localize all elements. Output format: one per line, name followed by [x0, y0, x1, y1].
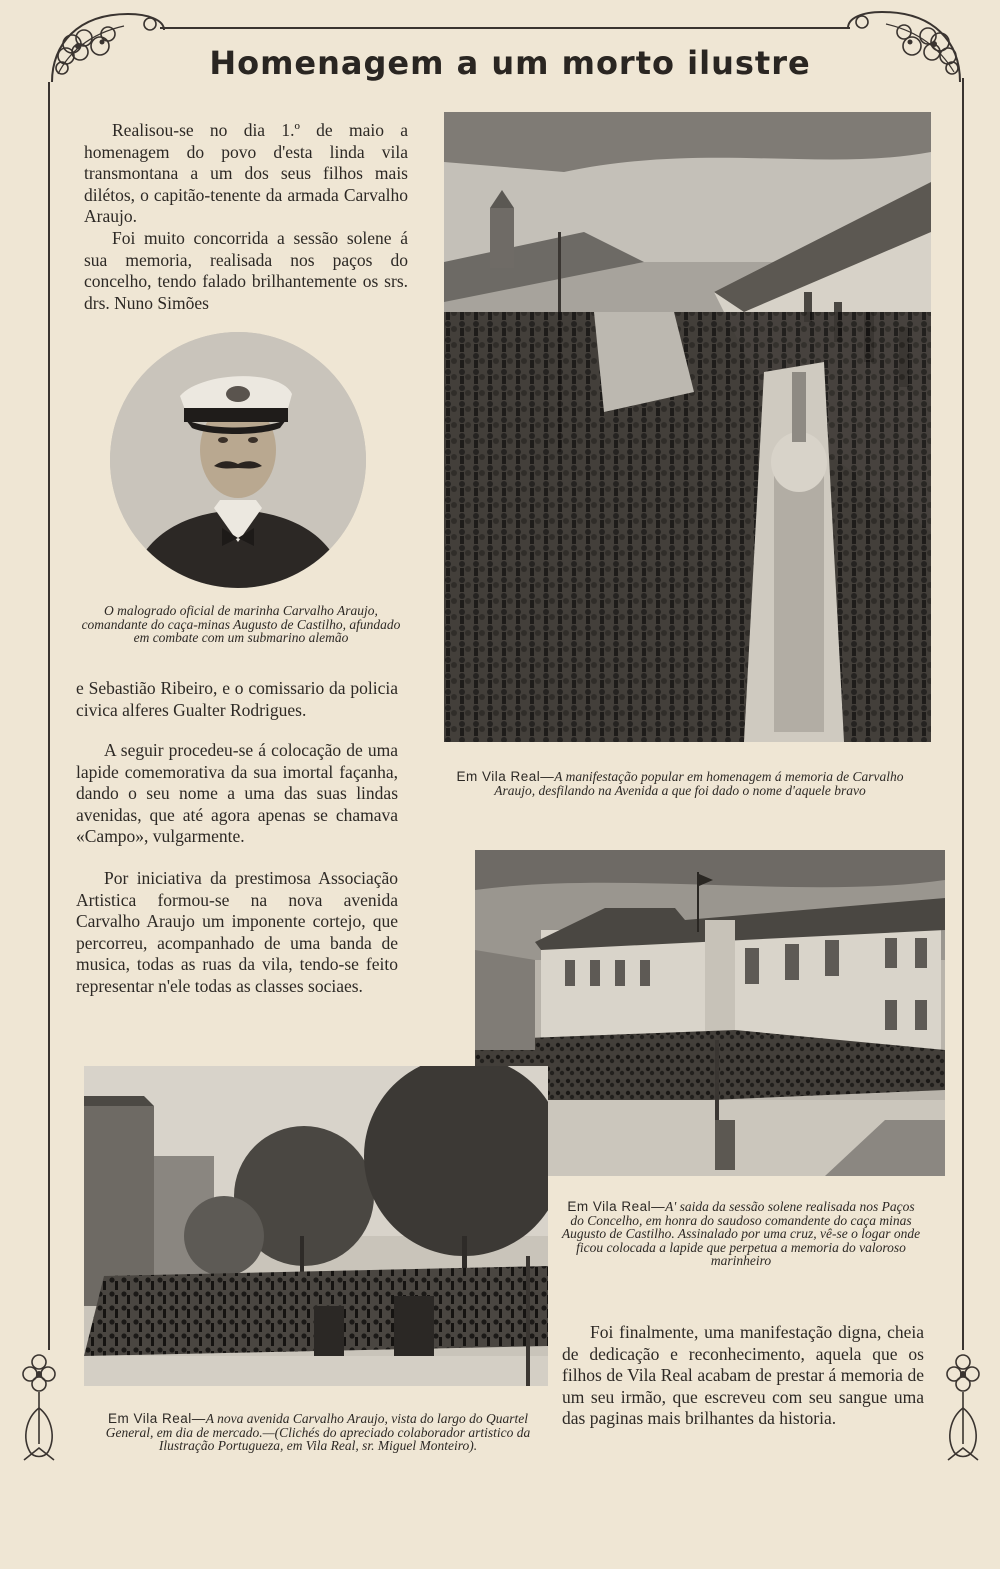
photo-procession-avenue [444, 112, 931, 742]
paragraph-plaque [76, 740, 398, 848]
paragraph-speakers [76, 678, 398, 721]
paragraph-speakers-text: e Sebastião Ribeiro, e o comissario da policia civica alferes Gualter Rodrigues. [76, 678, 398, 720]
portrait-caption [74, 604, 408, 645]
photo-town-hall-caption [560, 1200, 922, 1268]
paragraph-plaque-text: A seguir procedeu-se á colocação de uma lapide comemorativa da sua imortal façanha, dando o seu nome a uma das suas lindas avenidas, que até agora apenas se chamava «Campo», vulgarmente. [76, 740, 398, 847]
paragraph-procession-text: Por iniciativa da prestimosa Associação Artistica formou-se na nova avenida Carvalho Araujo um imponente cortejo, que percorreu, acompanhado de uma banda de musica, todas as ruas da vila, tendo-se feito representar n'ele todas as classes sociaes. [76, 868, 398, 996]
paragraph-closing-text: Foi finalmente, uma manifestação digna, cheia de dedicação e reconhecimento, aquela que os filhos de Vila Real acabam de prestar á memoria de um seu irmão, que escreveu com seu sangue uma das paginas mais brilhantes da historia. [562, 1322, 924, 1429]
photo-market-caption-text: A nova avenida Carvalho Araujo, vista do largo do Quartel General, em dia de mercado.—(Clichés do apreciado colaborador artistico da Ilustração Portugueza, em Vila Real, sr. Miguel Monteiro). [105, 1411, 531, 1453]
paragraph-session [84, 228, 408, 314]
photo-market-caption [92, 1412, 544, 1453]
flower-ornament-bottom-right [940, 1348, 986, 1468]
photo-market-caption-lead: Em Vila Real— [107, 1411, 206, 1426]
page-title: Homenagem a um morto ilustre [209, 44, 811, 82]
photo-procession-caption [440, 770, 920, 797]
photo-procession-caption-lead: Em Vila Real— [456, 769, 555, 784]
paragraph-procession [76, 868, 398, 998]
photo-town-hall-caption-lead: Em Vila Real— [567, 1199, 666, 1214]
frame-top-line [160, 27, 850, 29]
frame-right-line [962, 78, 964, 1350]
paragraph-closing [562, 1322, 924, 1430]
flower-ornament-bottom-left [16, 1348, 62, 1468]
paragraph-intro [84, 120, 408, 228]
photo-procession-caption-text: A manifestação popular em homenagem á memoria de Carvalho Araujo, desfilando na Avenida a que foi dado o nome d'aquele bravo [494, 769, 904, 798]
paragraph-session-text: Foi muito concorrida a sessão solene á sua memoria, realisada nos paços do concelho, tendo falado brilhantemente os srs. drs. Nuno Simões [84, 228, 408, 313]
portrait-caption-text: O malogrado oficial de marinha Carvalho Araujo, comandante do caça-minas Augusto de Castilho, afundado em combate com um submarino alemão [81, 603, 401, 645]
photo-market-avenue [84, 1066, 548, 1386]
photo-town-hall-caption-text: A' saida da sessão solene realisada nos Paços do Concelho, em honra do saudoso comandente do caça minas Augusto de Castilho. Assinalado por uma cruz, vê-se o logar onde ficou colocada a lapide que perpetua a memoria do valoroso marinheiro [561, 1199, 921, 1268]
frame-left-line [48, 82, 50, 1350]
paragraph-intro-text: Realisou-se no dia 1.º de maio a homenagem do povo d'esta linda vila transmontana a um dos seus filhos mais dilétos, o capitão-tenente da armada Carvalho Araujo. [84, 120, 408, 227]
portrait-photo [110, 332, 366, 588]
